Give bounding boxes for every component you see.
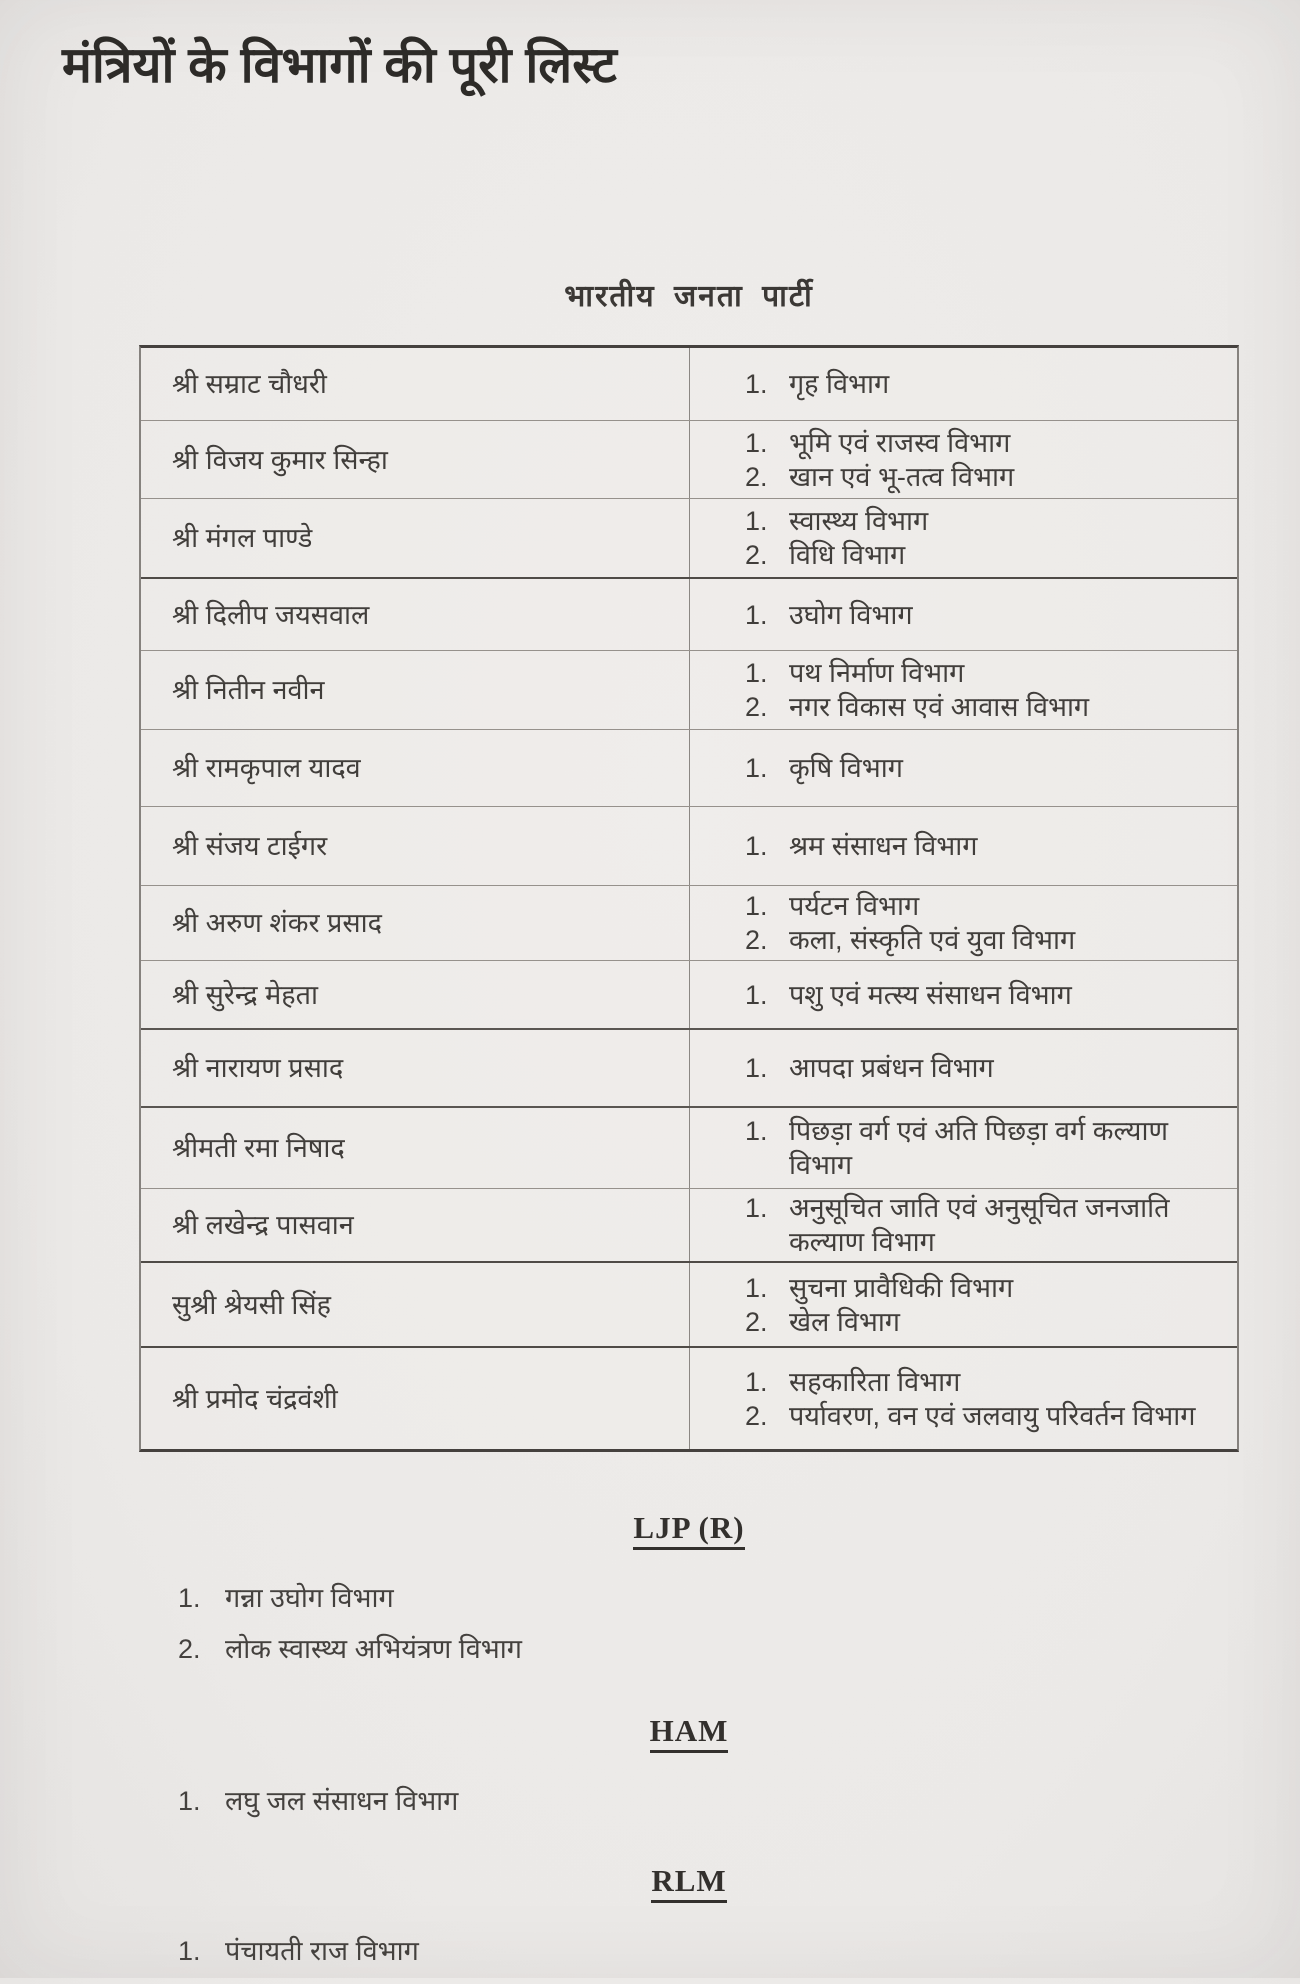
table-row [141, 807, 1237, 886]
table-row [141, 499, 1237, 579]
minister-name: श्री नितीन नवीन [141, 651, 690, 729]
department-name: लोक स्वास्थ्य अभियंत्रण विभाग [225, 1634, 522, 1664]
department-number: 2. [744, 1400, 768, 1431]
department-item [745, 1365, 1223, 1399]
department-number: 1. [178, 1583, 201, 1613]
department-number: 1. [744, 1366, 768, 1397]
minister-name: श्री नारायण प्रसाद [141, 1030, 690, 1106]
department-number: 1. [744, 831, 768, 861]
department-name: सहकारिता विभाग [788, 1366, 961, 1397]
department-name: लघु जल संसाधन विभाग [225, 1786, 459, 1816]
department-name: नगर विकास एवं आवास विभाग [788, 692, 1090, 722]
department-item [745, 889, 1223, 923]
department-number: 2. [744, 540, 768, 570]
table-row [141, 421, 1237, 499]
page-title: मंत्रियों के विभागों की पूरी लिस्ट [62, 37, 617, 93]
department-item [745, 1305, 1223, 1339]
department-item [745, 460, 1223, 494]
table-row [141, 1189, 1237, 1263]
department-item [745, 690, 1223, 724]
departments-cell [690, 961, 1237, 1028]
department-number: 2. [178, 1634, 201, 1664]
department-number: 1. [744, 753, 768, 783]
department-name: उघोग विभाग [788, 599, 913, 630]
table-row [141, 651, 1237, 730]
department-number: 1. [744, 369, 768, 399]
table-row [141, 1030, 1237, 1108]
departments-cell [690, 651, 1237, 729]
department-number: 1. [744, 1193, 768, 1223]
rlm-section [139, 1863, 1239, 1903]
department-number: 1. [744, 1116, 768, 1146]
department-item [178, 1631, 1239, 1667]
minister-name: श्री संजय टाईगर [141, 807, 690, 885]
minister-name: श्री प्रमोद चंद्रवंशी [141, 1348, 690, 1449]
department-item [745, 1399, 1223, 1433]
department-name: गृह विभाग [788, 369, 890, 399]
table-row [141, 1348, 1237, 1449]
department-number: 1. [744, 1272, 768, 1303]
table-row [141, 348, 1237, 421]
department-item [745, 598, 1223, 632]
department-item [745, 538, 1223, 572]
department-name: पर्यावरण, वन एवं जलवायु परिवर्तन विभाग [788, 1400, 1196, 1431]
department-name: अनुसूचित जाति एवं अनुसूचित जनजाति कल्याण विभाग [788, 1193, 1170, 1257]
minister-name: श्री दिलीप जयसवाल [141, 579, 690, 650]
departments-cell [690, 1030, 1237, 1106]
department-number: 1. [744, 599, 768, 630]
department-item [745, 923, 1223, 957]
department-number: 1. [744, 891, 768, 921]
table-row [141, 579, 1237, 651]
minister-name: श्री विजय कुमार सिन्हा [141, 421, 690, 498]
department-number: 1. [178, 1936, 201, 1966]
department-name: आपदा प्रबंधन विभाग [788, 1053, 994, 1083]
ham-section [139, 1713, 1239, 1753]
department-name: श्रम संसाधन विभाग [788, 831, 978, 861]
department-item [745, 504, 1223, 538]
department-name: स्वास्थ्य विभाग [788, 506, 929, 536]
department-number: 2. [744, 692, 768, 722]
table-row [141, 961, 1237, 1030]
departments-cell [690, 1108, 1237, 1188]
department-item [178, 1783, 1239, 1819]
department-item [745, 656, 1223, 690]
department-item [745, 751, 1223, 785]
bjp-section-header: भारतीय जनता पार्टी [564, 280, 814, 313]
department-name: पर्यटन विभाग [788, 891, 920, 921]
department-name: भूमि एवं राजस्व विभाग [788, 427, 1011, 458]
department-number: 1. [744, 427, 768, 458]
department-item [178, 1933, 1239, 1969]
minister-name: श्री लखेन्द्र पासवान [141, 1189, 690, 1261]
department-name: कृषि विभाग [788, 753, 903, 783]
departments-cell [690, 807, 1237, 885]
department-name: कला, संस्कृति एवं युवा विभाग [788, 925, 1076, 955]
department-name: सुचना प्रावैधिकी विभाग [788, 1272, 1014, 1303]
department-number: 1. [744, 979, 768, 1010]
department-number: 2. [744, 461, 768, 492]
department-item [745, 367, 1223, 401]
minister-name: श्री मंगल पाण्डे [141, 499, 690, 577]
departments-cell [690, 1189, 1237, 1261]
table-row [141, 886, 1237, 961]
departments-cell [690, 886, 1237, 960]
department-name: पंचायती राज विभाग [225, 1936, 419, 1966]
rlm-department-list [139, 1933, 1239, 1969]
departments-cell [690, 579, 1237, 650]
ljp-section [139, 1510, 1239, 1550]
departments-cell [690, 348, 1237, 420]
department-number: 2. [744, 1306, 768, 1337]
department-item [178, 1580, 1239, 1616]
minister-name: श्री अरुण शंकर प्रसाद [141, 886, 690, 960]
minister-name: सुश्री श्रेयसी सिंह [141, 1263, 690, 1346]
department-number: 1. [744, 506, 768, 536]
department-name: विधि विभाग [788, 540, 906, 570]
department-item [745, 1271, 1223, 1305]
department-name: पथ निर्माण विभाग [788, 658, 965, 688]
departments-cell [690, 499, 1237, 577]
minister-name: श्री सम्राट चौधरी [141, 348, 690, 420]
department-number: 1. [178, 1786, 201, 1816]
bjp-section [139, 274, 1239, 315]
department-item [745, 829, 1223, 863]
department-number: 1. [744, 1053, 768, 1083]
department-item [745, 1051, 1223, 1085]
departments-cell [690, 730, 1237, 806]
rlm-section-header: RLM [651, 1863, 726, 1903]
department-name: गन्ना उघोग विभाग [225, 1583, 394, 1613]
ham-section-header: HAM [650, 1713, 729, 1753]
ham-department-list [139, 1783, 1239, 1819]
department-number: 2. [744, 925, 768, 955]
minister-name: श्री रामकृपाल यादव [141, 730, 690, 806]
table-row [141, 1263, 1237, 1348]
table-row [141, 1108, 1237, 1189]
minister-name: श्री सुरेन्द्र मेहता [141, 961, 690, 1028]
minister-name: श्रीमती रमा निषाद [141, 1108, 690, 1188]
department-name: खेल विभाग [788, 1306, 901, 1337]
department-item [745, 1114, 1223, 1182]
departments-cell [690, 1263, 1237, 1346]
table-row [141, 730, 1237, 807]
department-name: पिछड़ा वर्ग एवं अति पिछड़ा वर्ग कल्याण विभाग [788, 1116, 1168, 1180]
other-parties-sections [139, 1458, 1239, 1984]
ljp-department-list [139, 1580, 1239, 1667]
ljp-section-header: LJP (R) [633, 1510, 744, 1550]
department-item [745, 426, 1223, 460]
department-name: खान एवं भू-तत्व विभाग [788, 461, 1015, 492]
departments-cell [690, 421, 1237, 498]
department-number: 1. [744, 658, 768, 688]
department-item [745, 978, 1223, 1012]
ministers-table [139, 345, 1239, 1452]
department-item [745, 1191, 1223, 1259]
department-name: पशु एवं मत्स्य संसाधन विभाग [788, 979, 1072, 1010]
departments-cell [690, 1348, 1237, 1449]
